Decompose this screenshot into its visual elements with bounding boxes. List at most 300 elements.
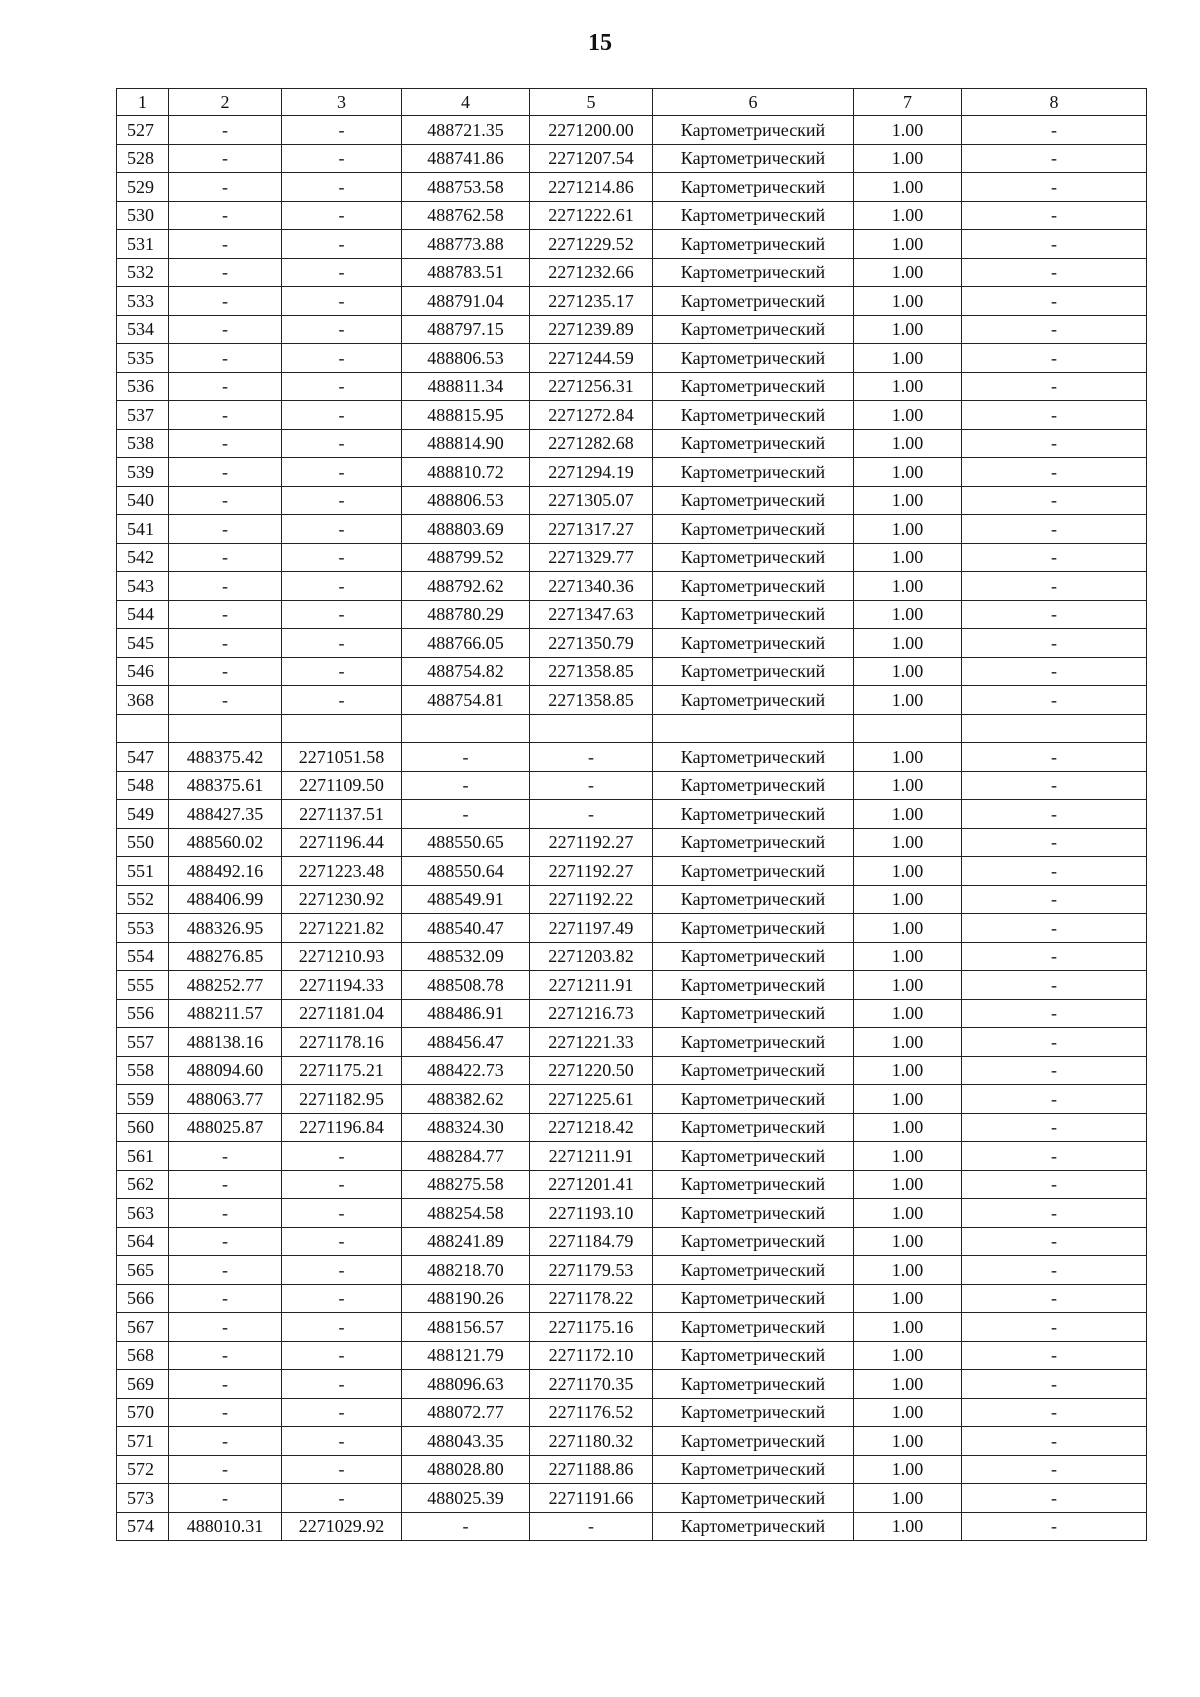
table-cell: 488275.58 [402,1170,530,1199]
table-cell: Картометрический [653,543,854,572]
table-row [117,287,1147,316]
table-cell: 2271175.16 [530,1313,653,1342]
table-cell: 2271239.89 [530,315,653,344]
table-row [117,1113,1147,1142]
table-cell: 2271225.61 [530,1085,653,1114]
table-row [117,458,1147,487]
table-cell: 564 [117,1227,169,1256]
table-cell: - [962,1427,1147,1456]
table-cell: - [282,458,402,487]
table-cell: - [962,230,1147,259]
table-cell: 488508.78 [402,971,530,1000]
table-cell: - [169,1284,282,1313]
table-cell: 488797.15 [402,315,530,344]
table-cell: 570 [117,1398,169,1427]
table-cell: 488741.86 [402,144,530,173]
table-cell: - [282,201,402,230]
table-row [117,116,1147,145]
table-cell: 488814.90 [402,429,530,458]
table-cell: - [962,800,1147,829]
table-cell: 2271207.54 [530,144,653,173]
table-cell: - [169,657,282,686]
table-cell: Картометрический [653,857,854,886]
table-cell: - [962,258,1147,287]
table-cell: 2271192.27 [530,857,653,886]
table-cell: - [962,999,1147,1028]
table-cell [402,714,530,743]
table-row [117,315,1147,344]
table-cell: 2271203.82 [530,942,653,971]
table-cell: 488276.85 [169,942,282,971]
table-cell: 1.00 [854,1398,962,1427]
table-cell: Картометрический [653,1256,854,1285]
table-cell: - [962,1370,1147,1399]
table-cell: Картометрический [653,1142,854,1171]
table-cell: Картометрический [653,743,854,772]
table-cell: 2271347.63 [530,600,653,629]
table-row [117,1256,1147,1285]
table-cell: Картометрический [653,1398,854,1427]
table-cell: 2271211.91 [530,1142,653,1171]
table-cell: - [962,173,1147,202]
table-cell: 2271294.19 [530,458,653,487]
table-cell: 488810.72 [402,458,530,487]
table-cell: Картометрический [653,173,854,202]
table-cell: 1.00 [854,1227,962,1256]
table-cell: 488094.60 [169,1056,282,1085]
column-header: 2 [169,89,282,116]
table-cell: 554 [117,942,169,971]
table-row [117,1056,1147,1085]
table-cell: - [962,657,1147,686]
table-cell: - [169,1256,282,1285]
table-cell: 545 [117,629,169,658]
table-cell [282,714,402,743]
table-cell: Картометрический [653,116,854,145]
table-cell: - [962,914,1147,943]
table-cell: 2271182.95 [282,1085,402,1114]
table-cell: Картометрический [653,1455,854,1484]
table-cell: 2271180.32 [530,1427,653,1456]
table-cell: 1.00 [854,828,962,857]
table-cell [117,714,169,743]
table-cell: - [282,429,402,458]
table-cell: - [169,486,282,515]
table-cell: 567 [117,1313,169,1342]
table-row [117,372,1147,401]
table-cell: - [169,458,282,487]
table-cell: - [962,1256,1147,1285]
table-cell: - [169,686,282,715]
table-row [117,1284,1147,1313]
table-cell: - [282,629,402,658]
table-cell: - [962,857,1147,886]
table-cell: - [169,1455,282,1484]
table-cell: 1.00 [854,1284,962,1313]
table-cell: 488766.05 [402,629,530,658]
table-cell: - [282,657,402,686]
table-cell: - [169,315,282,344]
table-cell: 2271137.51 [282,800,402,829]
table-cell: 1.00 [854,1427,962,1456]
table-cell: 561 [117,1142,169,1171]
column-header: 3 [282,89,402,116]
table-cell: 488422.73 [402,1056,530,1085]
table-row [117,1427,1147,1456]
table-cell: 2271172.10 [530,1341,653,1370]
table-cell: 1.00 [854,116,962,145]
table-row [117,572,1147,601]
table-cell: - [282,144,402,173]
table-cell: 488540.47 [402,914,530,943]
table-cell: 1.00 [854,1455,962,1484]
table-cell: Картометрический [653,1199,854,1228]
table-row [117,857,1147,886]
table-cell: Картометрический [653,1113,854,1142]
table-cell: 541 [117,515,169,544]
table-cell: - [169,401,282,430]
table-cell: 2271170.35 [530,1370,653,1399]
table-cell: 1.00 [854,1199,962,1228]
table-cell: 488382.62 [402,1085,530,1114]
table-cell: 1.00 [854,372,962,401]
table-row [117,686,1147,715]
table-cell: 488063.77 [169,1085,282,1114]
table-cell: 549 [117,800,169,829]
table-cell: 488121.79 [402,1341,530,1370]
table-cell: 488780.29 [402,600,530,629]
column-header: 5 [530,89,653,116]
table-cell: - [962,372,1147,401]
table-cell: - [169,372,282,401]
table-cell: 569 [117,1370,169,1399]
table-cell: Картометрический [653,486,854,515]
table-cell: 1.00 [854,315,962,344]
table-cell: 488773.88 [402,230,530,259]
table-cell: 533 [117,287,169,316]
table-row [117,1085,1147,1114]
table-cell: Картометрический [653,657,854,686]
table-cell: 543 [117,572,169,601]
table-row [117,1227,1147,1256]
table-cell: 1.00 [854,1341,962,1370]
table-cell: - [962,885,1147,914]
table-cell: 531 [117,230,169,259]
table-cell: - [282,1256,402,1285]
table-cell: - [962,1398,1147,1427]
table-cell: 544 [117,600,169,629]
table-row [117,1142,1147,1171]
table-cell: 488406.99 [169,885,282,914]
table-cell: - [169,144,282,173]
table-cell: 488753.58 [402,173,530,202]
table-cell: - [402,771,530,800]
table-cell: - [282,543,402,572]
table-cell: - [962,1170,1147,1199]
table-cell: 550 [117,828,169,857]
table-cell: 488326.95 [169,914,282,943]
table-cell: - [962,971,1147,1000]
table-cell: - [282,173,402,202]
table-cell: 1.00 [854,515,962,544]
table-cell: - [962,1313,1147,1342]
table-cell: 1.00 [854,600,962,629]
table-cell: 2271222.61 [530,201,653,230]
table-row [117,1398,1147,1427]
table-cell: 488427.35 [169,800,282,829]
table-cell: 2271229.52 [530,230,653,259]
table-cell: - [282,1370,402,1399]
table-cell: - [962,144,1147,173]
table-cell: - [530,1512,653,1541]
table-cell: 2271350.79 [530,629,653,658]
table-cell: Картометрический [653,372,854,401]
table-cell: - [530,800,653,829]
table-cell: 548 [117,771,169,800]
table-cell: - [962,1056,1147,1085]
table-cell: 1.00 [854,258,962,287]
table-row [117,201,1147,230]
table-cell: - [169,1199,282,1228]
table-row [117,828,1147,857]
table-cell: 488375.61 [169,771,282,800]
table-cell: 2271188.86 [530,1455,653,1484]
table-row [117,914,1147,943]
table-cell: - [962,572,1147,601]
table-cell: Картометрический [653,315,854,344]
table-cell: - [962,743,1147,772]
table-cell: 2271194.33 [282,971,402,1000]
table-cell: 488811.34 [402,372,530,401]
table-cell: 530 [117,201,169,230]
table-cell: Картометрический [653,429,854,458]
table-cell: 2271201.41 [530,1170,653,1199]
table-cell: 557 [117,1028,169,1057]
table-cell: 1.00 [854,999,962,1028]
table-cell: Картометрический [653,258,854,287]
table-cell: Картометрический [653,401,854,430]
table-cell: 1.00 [854,1370,962,1399]
table-row [117,1512,1147,1541]
table-cell: 568 [117,1341,169,1370]
table-cell: 488375.42 [169,743,282,772]
table-cell: 488492.16 [169,857,282,886]
table-cell: 488096.63 [402,1370,530,1399]
table-row [117,1170,1147,1199]
table-cell: - [530,771,653,800]
table-cell: 2271221.33 [530,1028,653,1057]
table-cell: - [282,1313,402,1342]
table-cell: 2271178.16 [282,1028,402,1057]
table-cell: 2271192.22 [530,885,653,914]
table-cell: - [962,543,1147,572]
table-cell: 488241.89 [402,1227,530,1256]
table-cell: 368 [117,686,169,715]
table-cell: - [962,771,1147,800]
table-cell: 2271179.53 [530,1256,653,1285]
table-cell: 572 [117,1455,169,1484]
table-cell: - [962,201,1147,230]
table-cell: Картометрический [653,1056,854,1085]
table-cell: Картометрический [653,344,854,373]
table-cell: - [282,1484,402,1513]
column-header: 1 [117,89,169,116]
table-cell: - [962,1455,1147,1484]
table-body [117,116,1147,1541]
table-cell: 1.00 [854,914,962,943]
table-cell: Картометрический [653,144,854,173]
table-cell: - [169,1227,282,1256]
table-cell: 1.00 [854,230,962,259]
table-cell: 2271196.44 [282,828,402,857]
table-cell: - [169,1370,282,1399]
table-cell: 528 [117,144,169,173]
table-cell: 1.00 [854,743,962,772]
table-cell: - [169,572,282,601]
table-cell: 1.00 [854,1170,962,1199]
table-cell: - [169,1484,282,1513]
table-cell: 1.00 [854,971,962,1000]
table-cell: 2271181.04 [282,999,402,1028]
table-cell: - [169,515,282,544]
table-row [117,543,1147,572]
table-cell: 488560.02 [169,828,282,857]
table-cell: Картометрический [653,1313,854,1342]
table-row [117,1313,1147,1342]
table-row [117,885,1147,914]
table-cell: - [282,1341,402,1370]
table-cell: 2271211.91 [530,971,653,1000]
table-cell: - [402,800,530,829]
table-cell: 488025.39 [402,1484,530,1513]
table-cell: - [962,1085,1147,1114]
table-cell: - [282,230,402,259]
table-cell: 1.00 [854,1313,962,1342]
table-cell: - [962,401,1147,430]
table-row [117,515,1147,544]
table-cell: 2271223.48 [282,857,402,886]
table-cell: - [962,486,1147,515]
table-cell: 542 [117,543,169,572]
table-cell: 488010.31 [169,1512,282,1541]
table-cell: - [169,1398,282,1427]
table-cell: 1.00 [854,173,962,202]
table-cell [962,714,1147,743]
table-cell: - [169,543,282,572]
table-row [117,1370,1147,1399]
table-cell: - [962,287,1147,316]
table-cell: - [169,258,282,287]
table-cell: 2271214.86 [530,173,653,202]
table-cell: 488549.91 [402,885,530,914]
table-cell: 2271029.92 [282,1512,402,1541]
table-cell: 488156.57 [402,1313,530,1342]
table-row [117,344,1147,373]
table-cell: 1.00 [854,201,962,230]
table-cell: 488791.04 [402,287,530,316]
table-cell: - [282,1142,402,1171]
table-cell: 488783.51 [402,258,530,287]
table-cell: - [282,515,402,544]
table-row [117,743,1147,772]
table-cell: - [282,315,402,344]
table-cell: - [962,458,1147,487]
table-cell: Картометрический [653,515,854,544]
table-cell: 551 [117,857,169,886]
table-cell: 488532.09 [402,942,530,971]
table-row [117,429,1147,458]
table-cell: 1.00 [854,1113,962,1142]
table-cell: - [962,315,1147,344]
table-cell: Картометрический [653,771,854,800]
table-cell: - [282,600,402,629]
table-cell: 529 [117,173,169,202]
table-cell: 571 [117,1427,169,1456]
table-cell: - [282,401,402,430]
table-cell: 488025.87 [169,1113,282,1142]
table-cell: 2271317.27 [530,515,653,544]
table-cell: 555 [117,971,169,1000]
table-cell: - [169,344,282,373]
table-cell: 2271178.22 [530,1284,653,1313]
table-cell: Картометрический [653,600,854,629]
table-cell: - [962,1142,1147,1171]
table-cell: - [962,1028,1147,1057]
table-row [117,714,1147,743]
table-cell: 488762.58 [402,201,530,230]
table-cell: 2271230.92 [282,885,402,914]
table-cell: - [169,287,282,316]
table-cell: 488138.16 [169,1028,282,1057]
table-cell: - [169,230,282,259]
table-cell: 1.00 [854,657,962,686]
table-cell: 1.00 [854,1484,962,1513]
column-header: 7 [854,89,962,116]
table-cell: - [282,572,402,601]
table-cell: - [282,1427,402,1456]
table-row [117,1341,1147,1370]
table-cell: 1.00 [854,429,962,458]
table-cell: 2271244.59 [530,344,653,373]
table-cell: - [169,629,282,658]
table-cell: 535 [117,344,169,373]
table-cell: Картометрический [653,458,854,487]
table-cell: Картометрический [653,230,854,259]
table-row [117,800,1147,829]
table-cell: Картометрический [653,1512,854,1541]
coordinates-table [116,88,1147,1541]
table-cell: 1.00 [854,1028,962,1057]
table-cell: 488211.57 [169,999,282,1028]
table-cell: - [962,1227,1147,1256]
table-cell: - [962,515,1147,544]
table-cell: 1.00 [854,857,962,886]
table-cell: 2271329.77 [530,543,653,572]
table-cell: - [282,1455,402,1484]
table-cell: 539 [117,458,169,487]
table-cell: 488754.82 [402,657,530,686]
table-cell: - [282,116,402,145]
table-cell: 566 [117,1284,169,1313]
table-cell: - [962,1199,1147,1228]
table-cell: - [169,116,282,145]
table-cell: 488754.81 [402,686,530,715]
table-row [117,1199,1147,1228]
page-number: 15 [588,30,612,56]
table-cell: 488043.35 [402,1427,530,1456]
table-row [117,771,1147,800]
table-row [117,230,1147,259]
